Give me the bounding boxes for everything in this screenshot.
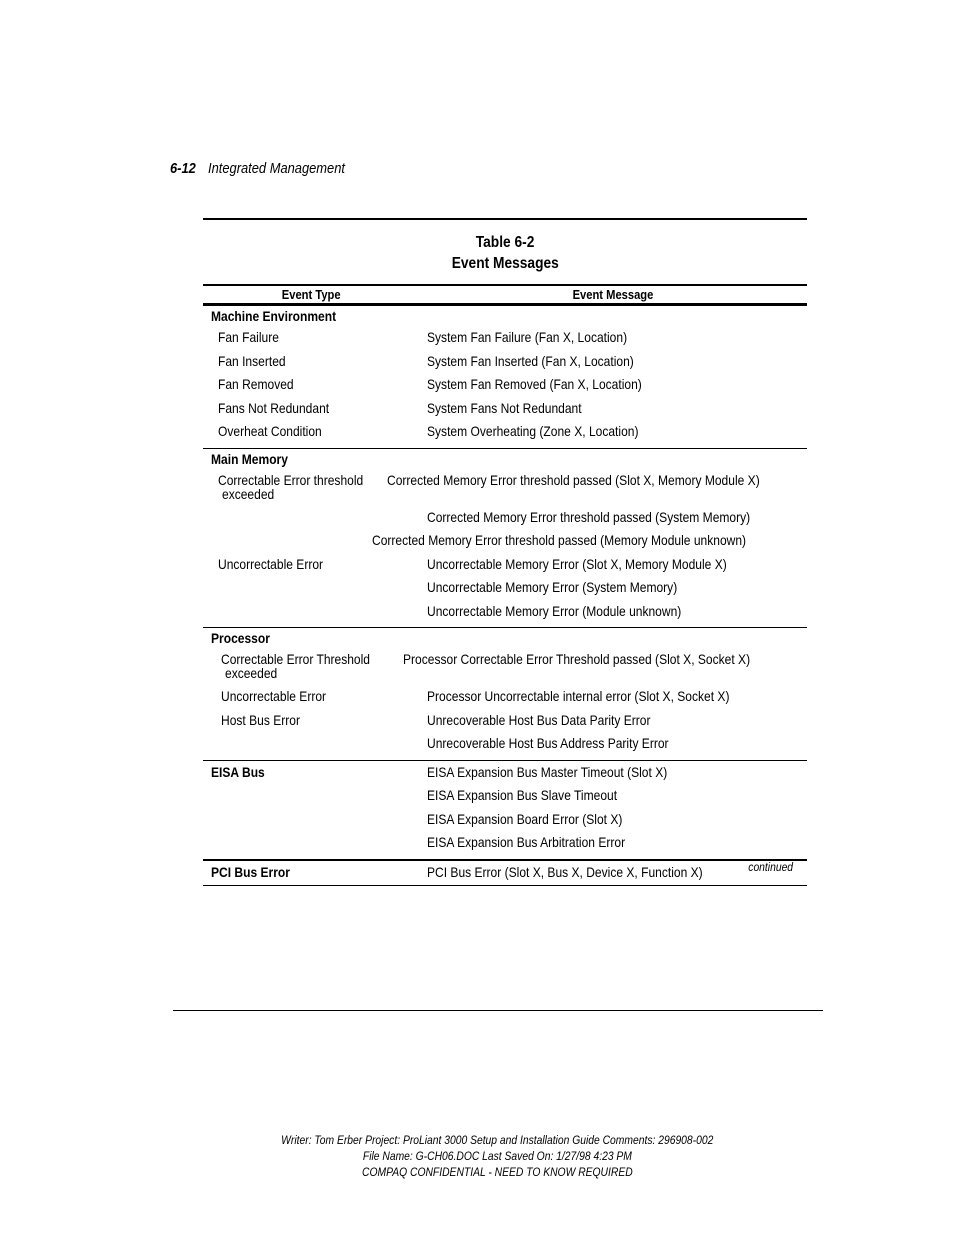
table-number: Table 6-2 xyxy=(475,234,535,251)
event-type-cell xyxy=(203,529,372,553)
table-row xyxy=(203,420,807,444)
header-event-type: Event Type xyxy=(281,287,341,302)
table-group xyxy=(203,628,807,761)
event-message-cell: System Fan Failure (Fan X, Location) xyxy=(427,329,628,345)
table-row xyxy=(203,553,807,577)
table-row xyxy=(203,784,807,808)
event-type-cell xyxy=(203,600,427,624)
event-type-cell xyxy=(203,831,427,855)
running-head-title: Integrated Management xyxy=(208,160,345,177)
table-body xyxy=(203,306,807,886)
event-type-cell xyxy=(203,808,427,832)
event-message-cell: System Overheating (Zone X, Location) xyxy=(427,423,639,439)
event-message-cell: Uncorrectable Memory Error (Slot X, Memory Module X) xyxy=(427,555,727,572)
event-message-cell: Corrected Memory Error threshold passed (Slot X, Memory Module X) xyxy=(386,471,760,488)
event-type-cell: Correctable Error Threshold exceeded xyxy=(221,651,371,681)
table-row xyxy=(203,373,807,397)
page-number: 6-12 xyxy=(170,160,196,177)
event-type-cell: Host Bus Error xyxy=(221,711,300,728)
page-bottom-rule xyxy=(173,1010,823,1011)
event-message-cell: System Fan Inserted (Fan X, Location) xyxy=(427,352,634,369)
event-message-cell: Corrected Memory Error threshold passed (Memory Module unknown) xyxy=(372,532,747,548)
group-title: Processor xyxy=(211,630,270,646)
event-message-cell: EISA Expansion Board Error (Slot X) xyxy=(427,810,623,827)
continued-note: continued xyxy=(748,860,793,874)
event-message-cell: System Fans Not Redundant xyxy=(427,399,582,416)
table-row xyxy=(203,506,807,530)
event-messages-table xyxy=(203,218,807,886)
event-type-cell: Fan Inserted xyxy=(218,352,286,369)
event-type-cell: Uncorrectable Error xyxy=(221,688,327,704)
table-row xyxy=(203,808,807,832)
event-type-cell: Fan Removed xyxy=(218,376,294,392)
footer-line-2: File Name: G-CH06.DOC Last Saved On: 1/27/98 4:23 PM xyxy=(362,1149,632,1163)
event-type-cell xyxy=(203,732,427,756)
table-row xyxy=(203,732,807,756)
event-type-cell: EISA Bus xyxy=(211,763,265,780)
event-message-cell: PCI Bus Error (Slot X, Bus X, Device X, Function X) xyxy=(427,863,703,880)
footer-line-3: COMPAQ CONFIDENTIAL - NEED TO KNOW REQUIRED xyxy=(361,1165,633,1179)
table-row xyxy=(203,326,807,350)
header-event-message: Event Message xyxy=(572,287,654,302)
page-footer xyxy=(0,1132,954,1180)
event-message-cell: EISA Expansion Bus Slave Timeout xyxy=(427,787,618,803)
event-message-cell: Uncorrectable Memory Error (Module unknown) xyxy=(427,602,682,619)
table-row xyxy=(203,761,807,785)
event-type-cell xyxy=(203,506,427,530)
event-message-cell: Processor Correctable Error Threshold passed (Slot X, Socket X) xyxy=(403,651,751,667)
event-message-cell: EISA Expansion Bus Arbitration Error xyxy=(427,834,626,850)
table-group xyxy=(203,761,807,861)
table-row xyxy=(203,576,807,600)
event-message-cell: Processor Uncorrectable internal error (Slot X, Socket X) xyxy=(427,688,730,704)
table-caption xyxy=(203,232,807,274)
event-message-cell: Unrecoverable Host Bus Data Parity Error xyxy=(427,711,651,728)
table-row xyxy=(203,709,807,733)
running-head xyxy=(170,160,373,177)
event-type-cell xyxy=(203,576,427,600)
footer-line-1: Writer: Tom Erber Project: ProLiant 3000 Setup and Installation Guide Comments: 296908-002 xyxy=(280,1133,714,1147)
table-row xyxy=(203,685,807,709)
event-message-cell: Uncorrectable Memory Error (System Memory) xyxy=(427,579,678,595)
event-type-cell xyxy=(203,784,427,808)
event-message-cell: Unrecoverable Host Bus Address Parity Error xyxy=(427,735,669,751)
event-type-cell: Fan Failure xyxy=(218,329,279,345)
table-row xyxy=(203,831,807,855)
table-row xyxy=(203,600,807,624)
group-title: Machine Environment xyxy=(211,308,337,324)
table-top-rule xyxy=(203,218,807,220)
event-type-cell: PCI Bus Error xyxy=(211,863,290,880)
event-message-cell: EISA Expansion Bus Master Timeout (Slot X) xyxy=(427,763,668,780)
table-row xyxy=(203,648,807,685)
event-type-cell: Uncorrectable Error xyxy=(218,555,324,572)
table-row xyxy=(203,350,807,374)
event-type-cell: Overheat Condition xyxy=(218,423,322,439)
table-group xyxy=(203,306,807,449)
table-row xyxy=(203,529,807,553)
event-type-cell: Fans Not Redundant xyxy=(218,399,330,416)
table-title: Event Messages xyxy=(451,255,559,272)
event-message-cell: System Fan Removed (Fan X, Location) xyxy=(427,376,642,392)
group-title: Main Memory xyxy=(211,450,288,467)
table-group xyxy=(203,449,807,629)
table-row xyxy=(203,469,807,506)
event-message-cell: Corrected Memory Error threshold passed (System Memory) xyxy=(427,508,751,525)
table-row xyxy=(203,397,807,421)
event-type-cell: Correctable Error threshold exceeded xyxy=(218,471,364,502)
table-header xyxy=(203,286,807,303)
